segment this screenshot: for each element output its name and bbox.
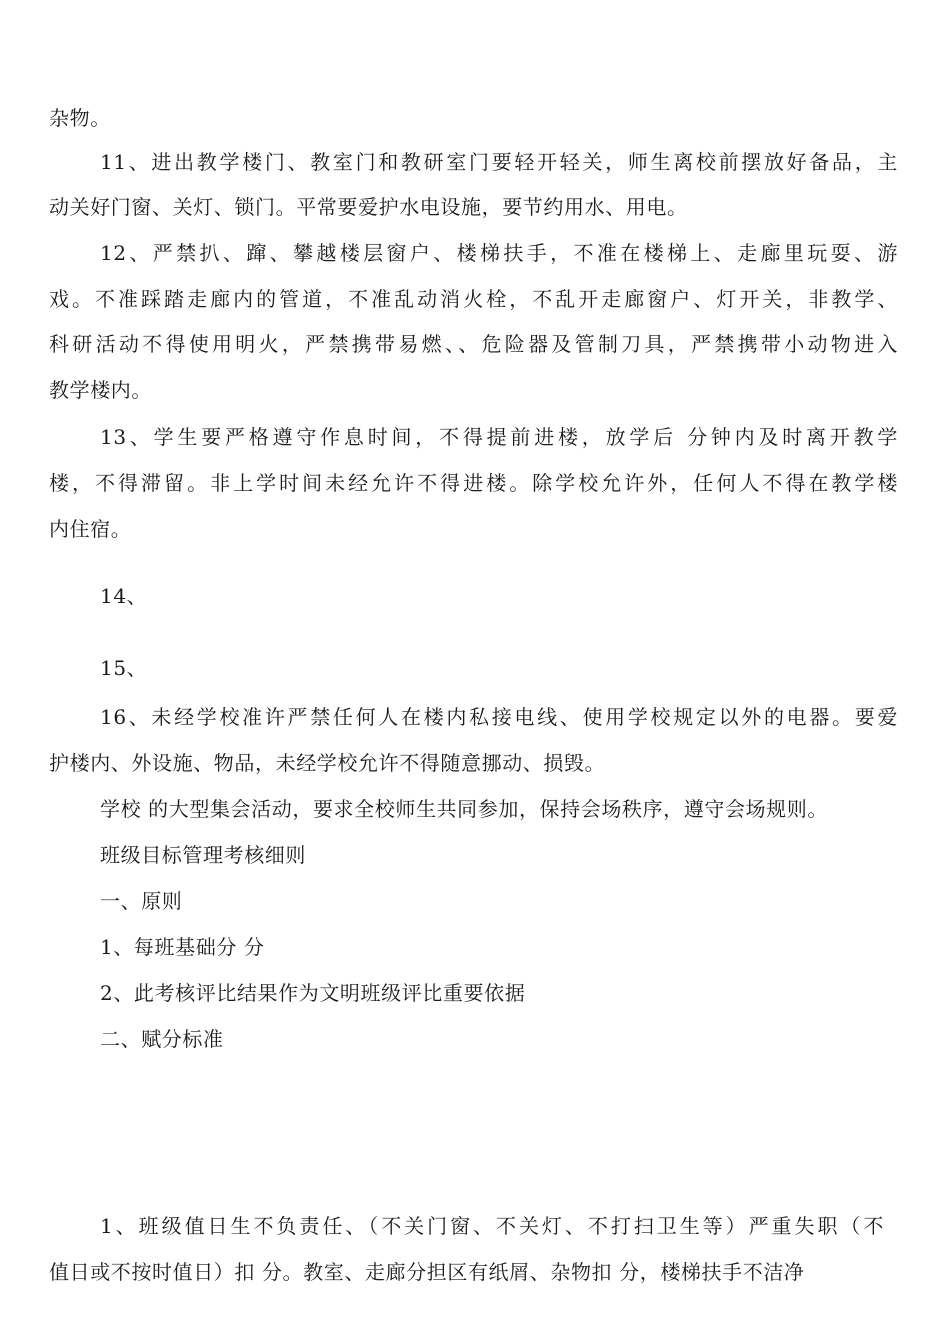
text-line-5: 戏。不准踩踏走廊内的管道，不准乱动消火栓，不乱开走廊窗户、灯开关，非教学、 <box>49 287 898 311</box>
text-line-3: 动关好门窗、关灯、锁门。平常要爱护水电设施，要节约用水、用电。 <box>49 195 688 219</box>
text-line-20: 二、赋分标准 <box>100 1027 224 1051</box>
text-line-1: 杂物。 <box>49 106 111 130</box>
text-line-14: 护楼内、外设施、物品，未经学校允许不得随意挪动、损毁。 <box>49 751 606 775</box>
text-line-19: 2、此考核评比结果作为文明班级评比重要依据 <box>100 981 526 1005</box>
text-line-18: 1、每班基础分 分 <box>100 935 265 959</box>
text-line-7: 教学楼内。 <box>49 378 152 402</box>
text-line-21: 1、班级值日生不负责任、（不关门窗、不关灯、不打扫卫生等）严重失职（不 <box>100 1214 884 1238</box>
text-line-9: 楼，不得滞留。非上学时间未经允许不得进楼。除学校允许外，任何人不得在教学楼 <box>49 471 898 495</box>
text-line-13: 16、未经学校准许严禁任何人在楼内私接电线、使用学校规定以外的电器。要爱 <box>100 705 898 729</box>
text-line-22: 值日或不按时值日）扣 分。教室、走廊分担区有纸屑、杂物扣 分，楼梯扶手不洁净 <box>49 1260 805 1284</box>
text-line-8: 13、学生要严格遵守作息时间，不得提前进楼，放学后 分钟内及时离开教学 <box>100 425 898 449</box>
section-heading: 班级目标管理考核细则 <box>100 843 306 867</box>
text-line-2: 11、进出教学楼门、教室门和教研室门要轻开轻关，师生离校前摆放好备品，主 <box>100 150 898 174</box>
text-line-12: 15、 <box>100 656 148 680</box>
text-line-15: 学校 的大型集会活动，要求全校师生共同参加，保持会场秩序，遵守会场规则。 <box>100 797 828 821</box>
text-line-17: 一、原则 <box>100 889 183 913</box>
text-line-4: 12、严禁扒、蹿、攀越楼层窗户、楼梯扶手，不准在楼梯上、走廊里玩耍、游 <box>100 241 898 265</box>
text-line-11: 14、 <box>100 584 148 608</box>
text-line-6: 科研活动不得使用明火，严禁携带易燃、、危险器及管制刀具，严禁携带小动物进入 <box>49 332 898 356</box>
text-line-10: 内住宿。 <box>49 517 132 541</box>
